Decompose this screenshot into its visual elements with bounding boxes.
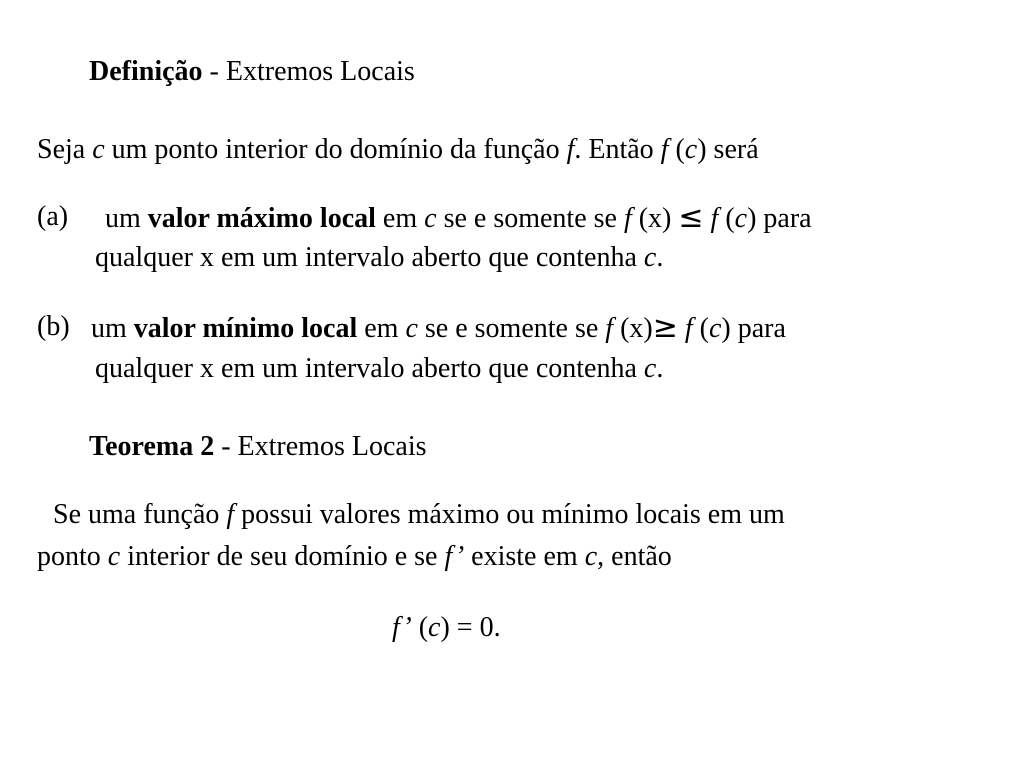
text: ( <box>411 612 429 643</box>
definition-heading-bold: Definição <box>89 56 203 87</box>
theorem-formula <box>392 614 501 642</box>
text: existe em <box>464 541 585 572</box>
var-f: f <box>660 134 669 165</box>
text: ) para <box>747 203 812 234</box>
var-c: c <box>107 541 121 572</box>
text: qualquer x em um intervalo aberto que contenha <box>95 353 644 384</box>
theorem-heading <box>89 433 427 461</box>
text: um <box>105 203 148 234</box>
var-c: c <box>584 541 598 572</box>
text: Se uma função <box>53 499 227 530</box>
text: interior de seu domínio e se <box>120 541 445 572</box>
var-f: f <box>226 499 235 530</box>
var-f: f <box>710 203 719 234</box>
var-c: c <box>405 313 418 344</box>
var-c: c <box>428 612 441 643</box>
theorem-line2 <box>37 543 672 571</box>
definition-heading <box>89 58 415 86</box>
var-f: f <box>566 134 575 165</box>
text: ( <box>692 313 709 344</box>
theorem-heading-rest: - Extremos Locais <box>214 431 427 462</box>
text: ( <box>718 203 735 234</box>
text: se e somente se <box>436 203 624 234</box>
var-c: c <box>708 313 722 344</box>
var-f-prime: f’ <box>444 541 465 572</box>
item-b-line2 <box>95 355 663 383</box>
text: , então <box>597 541 672 572</box>
text: se e somente se <box>417 313 606 344</box>
var-f: f <box>605 313 614 344</box>
item-b-line1 <box>91 310 786 345</box>
var-c: c <box>643 242 657 273</box>
text: ) será <box>697 134 759 165</box>
definition-intro <box>37 136 759 164</box>
text: ) para <box>721 313 786 344</box>
text: ponto <box>37 541 108 572</box>
term-max-local: valor máximo local <box>147 203 376 234</box>
var-c: c <box>734 203 748 234</box>
item-a-label: (a) <box>37 201 69 232</box>
var-c: c <box>684 134 698 165</box>
text: . <box>656 242 664 273</box>
geq-symbol: ≥ <box>652 310 678 345</box>
item-b-label: (b) <box>37 311 70 342</box>
text: qualquer x em um intervalo aberto que contenha <box>95 242 644 273</box>
theorem-heading-bold: Teorema 2 <box>89 431 215 462</box>
text: ) = 0. <box>440 612 501 643</box>
text: (x) <box>631 203 679 234</box>
item-a-line1 <box>105 200 812 235</box>
text <box>704 203 711 234</box>
text: . <box>656 353 664 384</box>
text: em <box>375 203 425 234</box>
text <box>678 313 685 344</box>
text: um <box>91 313 134 344</box>
var-f-prime: f’ <box>392 612 412 643</box>
text: Seja <box>37 134 93 165</box>
var-f: f <box>684 313 693 344</box>
text: ( <box>668 134 685 165</box>
text: (x) <box>613 313 653 344</box>
leq-symbol: ≤ <box>678 200 704 235</box>
var-c: c <box>92 134 105 165</box>
definition-heading-rest: - Extremos Locais <box>202 56 415 87</box>
var-c: c <box>643 353 657 384</box>
text: possui valores máximo ou mínimo locais em um <box>234 499 785 530</box>
text: um ponto interior do domínio da função <box>104 134 567 165</box>
text: em <box>357 313 406 344</box>
var-f: f <box>623 203 632 234</box>
term-min-local: valor mínimo local <box>133 313 358 344</box>
text: . Então <box>574 134 661 165</box>
var-c: c <box>424 203 437 234</box>
theorem-line1 <box>53 501 785 529</box>
item-a-line2 <box>95 244 663 272</box>
